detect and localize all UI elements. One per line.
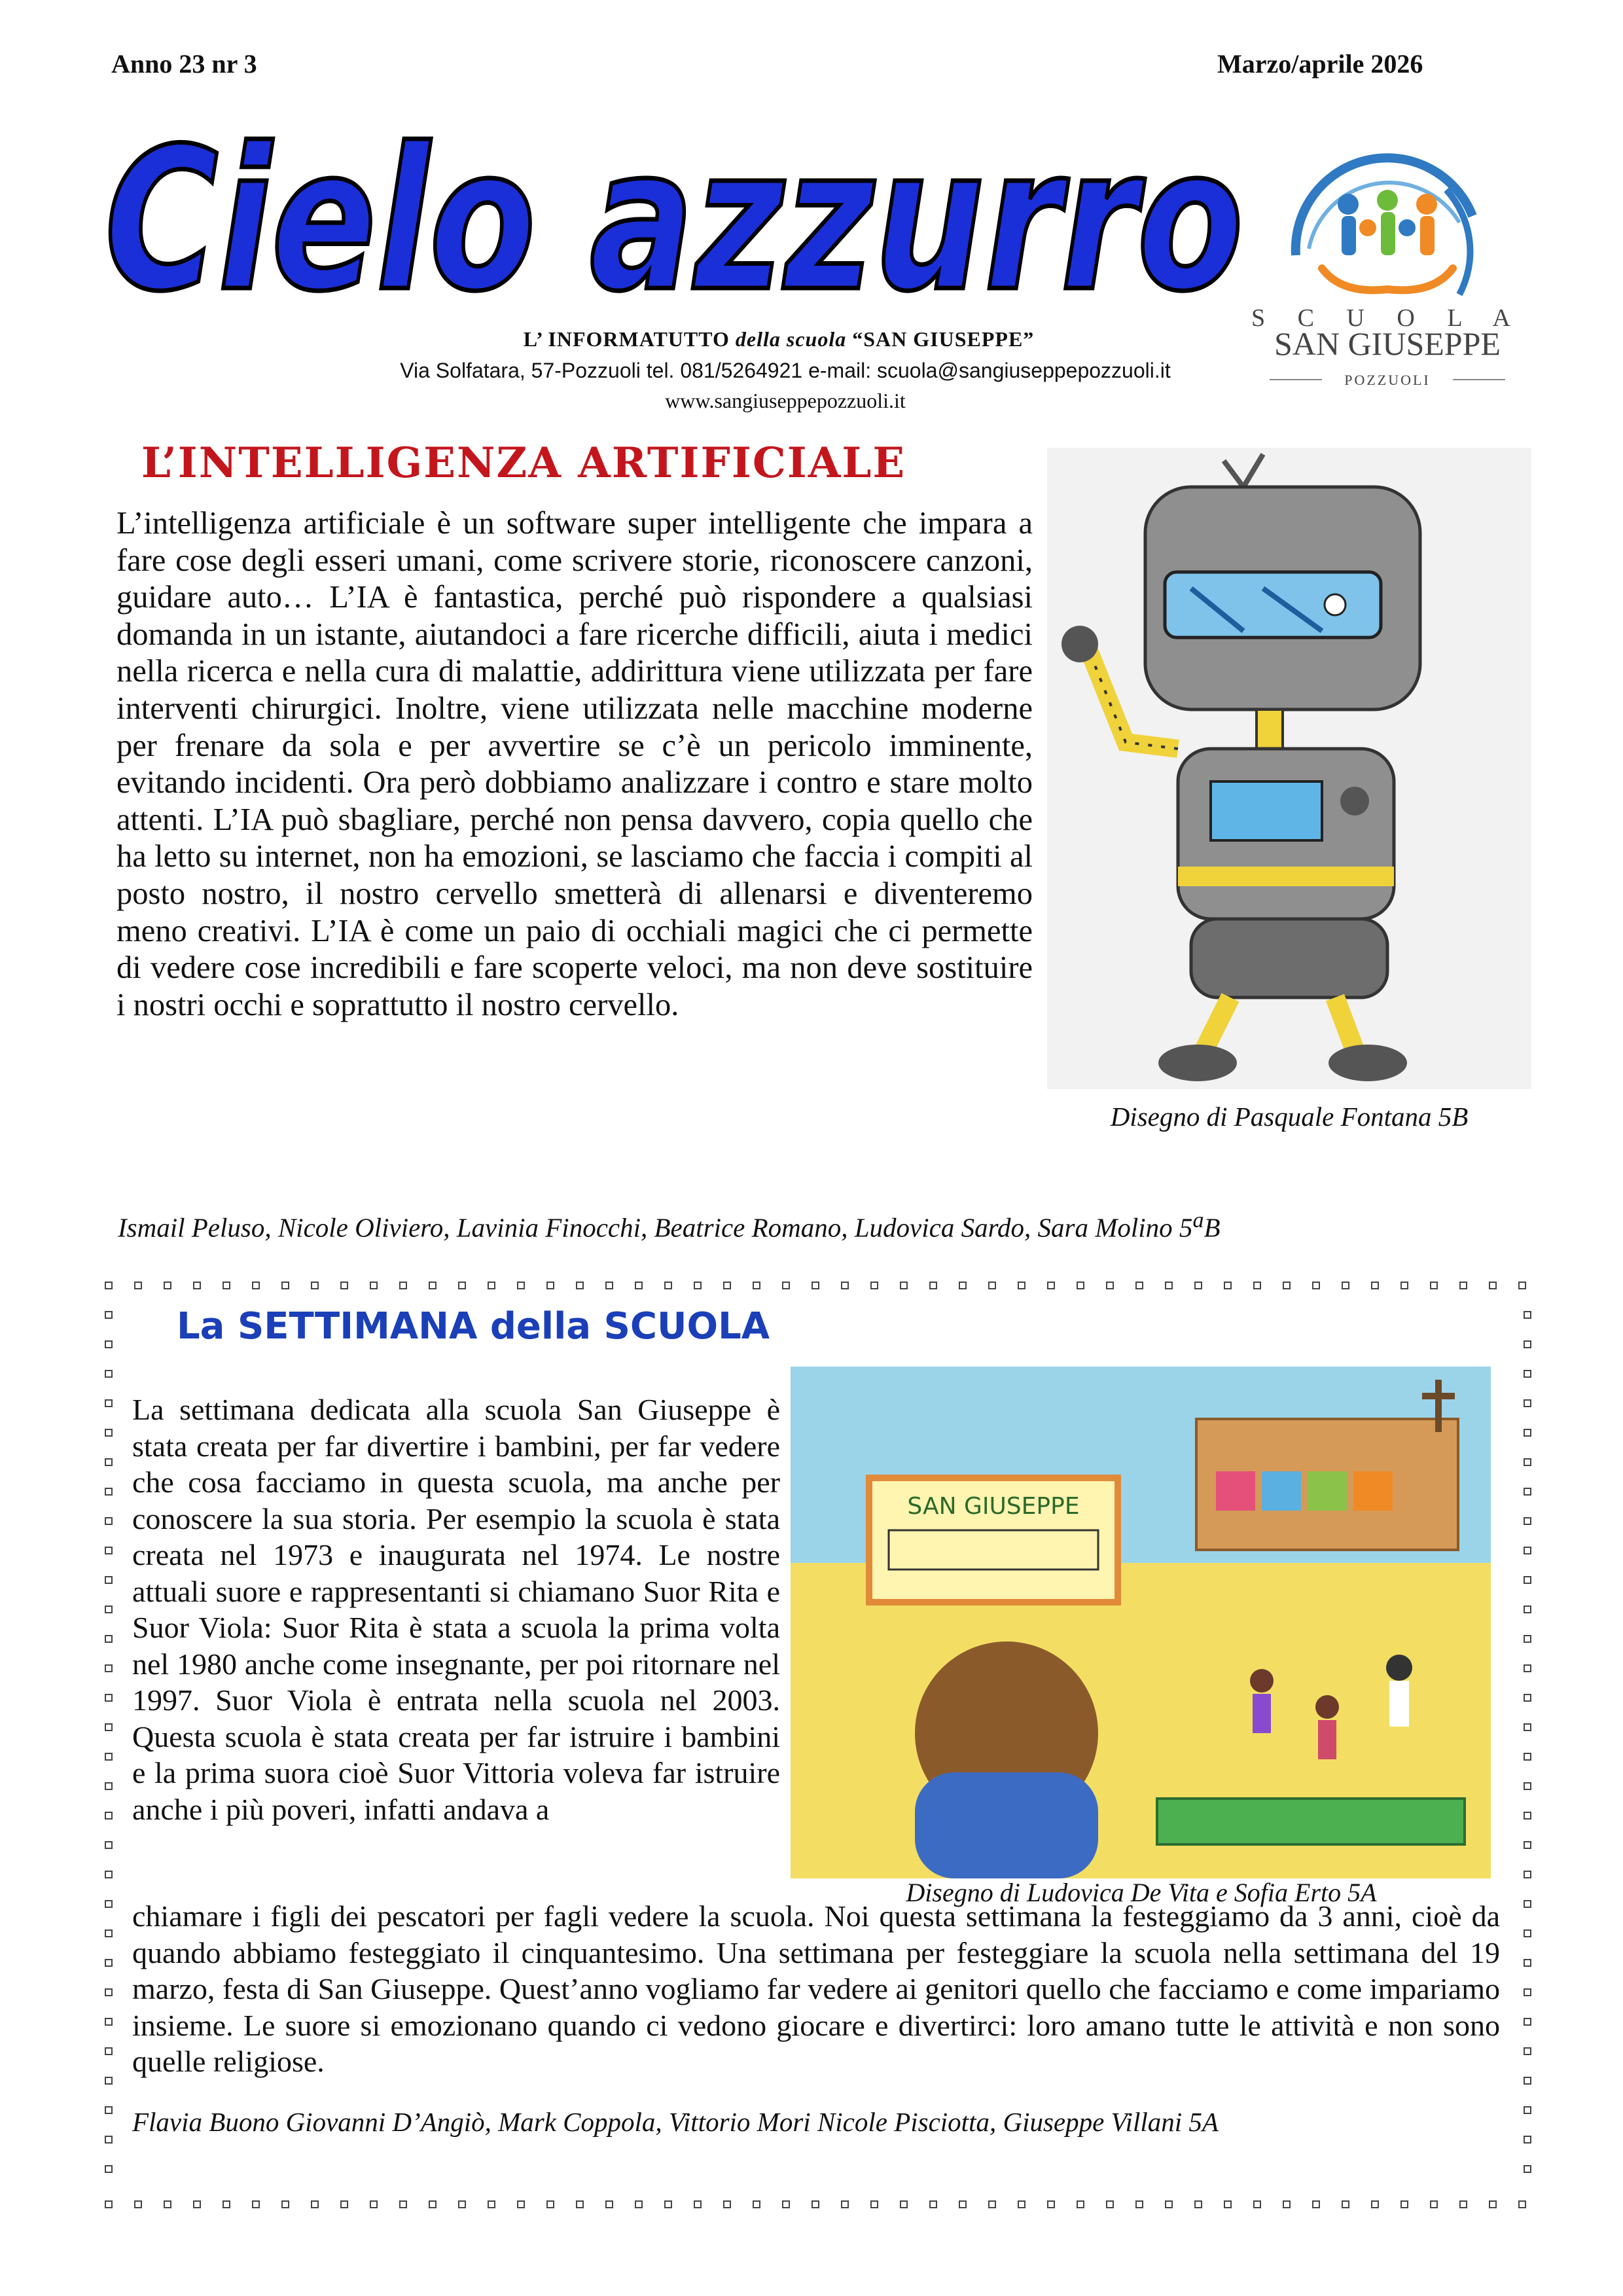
frame-dot: [105, 1547, 113, 1554]
article1-authors: [118, 1208, 1531, 1244]
frame-dot: [105, 1576, 113, 1584]
frame-dot: [1018, 1282, 1026, 1289]
issue-number: Anno 23 nr 3: [111, 49, 257, 79]
frame-dot: [988, 2200, 996, 2208]
drawing-sign: SAN GIUSEPPE: [907, 1493, 1080, 1520]
frame-dot: [546, 1282, 554, 1289]
frame-dot: [105, 1635, 113, 1643]
frame-dot: [1524, 2047, 1531, 2055]
logo-line1: S C U O L A: [1251, 304, 1524, 332]
frame-dot: [1524, 2106, 1531, 2114]
frame-dot: [1524, 1723, 1531, 1731]
frame-dot: [782, 1282, 790, 1289]
frame-dot: [1524, 1488, 1531, 1496]
frame-dot: [1135, 2200, 1143, 2208]
frame-dot: [105, 2165, 113, 2173]
frame-dot: [1047, 1282, 1055, 1289]
article2-image-caption: Disegno di Ludovica De Vita e Sofia Erto 5A: [906, 1878, 1377, 1907]
frame-dot: [1224, 2200, 1232, 2208]
frame-dot: [929, 1282, 937, 1289]
frame-dot: [1253, 2200, 1261, 2208]
frame-dot: [281, 2200, 289, 2208]
frame-dot: [1253, 1282, 1261, 1289]
frame-dot: [1524, 1429, 1531, 1437]
frame-dot: [1430, 1282, 1438, 1289]
article1-authors-end: B: [1204, 1212, 1221, 1243]
frame-dot: [1524, 1812, 1531, 1820]
frame-dot: [429, 2200, 437, 2208]
frame-dot: [576, 1282, 584, 1289]
frame-dot: [753, 1282, 760, 1289]
frame-dot: [105, 1370, 113, 1378]
frame-dot: [488, 1282, 495, 1289]
frame-dot: [1524, 1605, 1531, 1613]
frame-dot: [1524, 1782, 1531, 1790]
school-logo-icon: [1250, 144, 1525, 406]
frame-dot: [105, 1488, 113, 1496]
frame-dot: [105, 1340, 113, 1348]
frame-dot: [664, 2200, 672, 2208]
frame-dot: [546, 2200, 554, 2208]
frame-dot: [1342, 2200, 1349, 2208]
frame-dot: [1524, 1900, 1531, 1908]
frame-dot: [1194, 1282, 1202, 1289]
frame-dot: [959, 2200, 967, 2208]
frame-dot: [1524, 1753, 1531, 1761]
frame-dot: [311, 1282, 319, 1289]
frame-dot: [1524, 1370, 1531, 1378]
frame-dot: [1524, 1929, 1531, 1937]
frame-dot: [1524, 1576, 1531, 1584]
article2-body-column: La settimana dedicata alla scuola San Giuseppe è stata creata per far divertire i bambini, per far vedere che cosa facciamo in questa scuola, ma anche per conoscere la sua storia. Per esempio la scuola è stata creata nel 1973 e inaugurata nel 1974. Le nostre attuali suore e rappresentanti si chiamano Suor Rita e Suor Viola: Suor Rita è stata a scuola la prima volta nel 1980 anche come insegnante, per poi ritornare nel 1997. Suor Viola è entrata nella scuola nel 2003. Questa scuola è stata creata per far istruire i bambini e la prima suora cioè Suor Vittoria voleva far istruire anche i più poveri, infatti andava a: [132, 1393, 780, 1826]
frame-dot: [929, 2200, 937, 2208]
frame-dot: [105, 1841, 113, 1849]
frame-dot: [370, 1282, 378, 1289]
frame-dot: [105, 1929, 113, 1937]
masthead-title: [98, 111, 1250, 327]
frame-dot: [488, 2200, 495, 2208]
frame-dot: [1524, 1871, 1531, 1878]
frame-dot: [870, 1282, 878, 1289]
frame-dot: [429, 1282, 437, 1289]
frame-dot: [223, 2200, 230, 2208]
frame-dot: [1524, 2165, 1531, 2173]
frame-dot: [1283, 2200, 1291, 2208]
frame-dot: [134, 1282, 142, 1289]
frame-dot: [1077, 1282, 1084, 1289]
frame-dot: [105, 1900, 113, 1908]
frame-dot: [782, 2200, 790, 2208]
frame-dot: [105, 2047, 113, 2055]
frame-dot: [1459, 1282, 1467, 1289]
frame-dot: [105, 1871, 113, 1878]
frame-dot: [1077, 2200, 1084, 2208]
frame-dot: [105, 2200, 113, 2208]
frame-dot: [723, 2200, 731, 2208]
robot-drawing: [1047, 448, 1531, 1089]
frame-dot: [1524, 1635, 1531, 1643]
article2-body-full: chiamare i figli dei pescatori per fagli vedere la scuola. Noi questa settimana la festeggiamo da 3 anni, cioè da quando abbiamo festeggiato il cinquantesimo. Una settimana per festeggiare la scuola nella settimana del 19 marzo, festa di San Giuseppe. Quest’anno vogliamo far vedere ai genitori quello che facciamo e come impariamo insieme. Le suore si emozionano quando ci vedono giocare e divertirci: loro amano tutte le attività e non sono quelle religiose.: [132, 1899, 1500, 2078]
article1-title: L’INTELLIGENZA ARTIFICIALE: [141, 439, 906, 488]
frame-dot: [1371, 2200, 1379, 2208]
frame-dot: [311, 2200, 319, 2208]
masthead-title-text: Cielo azzurro: [105, 111, 1243, 327]
frame-dot: [664, 1282, 672, 1289]
frame-dot: [1524, 1311, 1531, 1319]
frame-dot: [458, 2200, 466, 2208]
frame-dot: [517, 1282, 525, 1289]
frame-dot: [193, 2200, 201, 2208]
frame-dot: [1430, 2200, 1438, 2208]
frame-dot: [164, 2200, 171, 2208]
frame-dot: [105, 1812, 113, 1820]
frame-dot: [841, 2200, 849, 2208]
tagline-part3: “SAN GIUSEPPE”: [846, 327, 1035, 351]
frame-dot: [105, 2077, 113, 2085]
frame-dot: [1283, 1282, 1291, 1289]
frame-dot: [1224, 1282, 1232, 1289]
frame-dot: [1524, 1458, 1531, 1466]
frame-dot: [399, 2200, 407, 2208]
frame-dot: [1524, 1399, 1531, 1407]
frame-dot: [1135, 1282, 1143, 1289]
frame-dot: [1524, 2136, 1531, 2144]
frame-dot: [370, 2200, 378, 2208]
frame-dot: [105, 1959, 113, 1967]
article1-image-caption: Disegno di Pasquale Fontana 5B: [1110, 1102, 1469, 1132]
school-address: Via Solfatara, 57-Pozzuoli tel. 081/5264921 e-mail: scuola@sangiuseppepozzuoli.it: [400, 359, 1171, 382]
frame-dot: [399, 1282, 407, 1289]
frame-dot: [841, 1282, 849, 1289]
frame-dot: [900, 1282, 908, 1289]
logo-line2: SAN GIUSEPPE: [1274, 325, 1501, 362]
frame-dot: [281, 1282, 289, 1289]
article1-body: L’intelligenza artificiale è un software super intelligente che impara a fare cose degli esseri umani, come scrivere storie, riconoscere canzoni, guidare auto… L’IA è fantastica, perché può rispondere a qualsiasi domanda in un istante, aiutandoci a fare ricerche difficili, aiuta i medici nella ricerca e nella cura di malattie, addirittura viene utilizzata per fare interventi chirurgici. Inoltre, viene utilizzata nelle macchine moderne per frenare da sola e per avvertire se c’è un pericolo imminente, evitando incidenti. Ora però dobbiamo analizzare i contro e stare molto attenti. L’IA può sbagliare, perché non pensa davvero, copia quello che ha letto su internet, non ha emozioni, se lasciamo che faccia i compiti al posto nostro, il nostro cervello smetterà di allenarsi e diventeremo meno creativi. L’IA è come un paio di occhiali magici che ci permette di vedere cose incredibili e fare scoperte veloci, ma non deve sostituire i nostri occhi e soprattutto il nostro cervello.: [116, 506, 1033, 1022]
frame-dot: [1524, 2077, 1531, 2085]
frame-dot: [635, 2200, 643, 2208]
frame-dot: [1371, 1282, 1379, 1289]
frame-dot: [605, 1282, 613, 1289]
frame-dot: [1106, 1282, 1114, 1289]
frame-dot: [105, 1605, 113, 1613]
school-drawing: [791, 1367, 1491, 1878]
frame-dot: [105, 1753, 113, 1761]
frame-dot: [105, 1399, 113, 1407]
frame-dot: [1524, 1517, 1531, 1525]
frame-dot: [1018, 2200, 1026, 2208]
frame-dot: [1524, 1841, 1531, 1849]
frame-dot: [1489, 2200, 1497, 2208]
frame-dot: [1524, 1664, 1531, 1672]
frame-dot: [1342, 1282, 1349, 1289]
frame-dot: [900, 2200, 908, 2208]
issue-date: Marzo/aprile 2026: [1217, 49, 1423, 79]
frame-dot: [1106, 2200, 1114, 2208]
article1-authors-sup: a: [1192, 1208, 1204, 1232]
frame-dot: [1165, 2200, 1173, 2208]
frame-dot: [252, 2200, 260, 2208]
frame-dot: [458, 1282, 466, 1289]
frame-dot: [1312, 2200, 1320, 2208]
frame-dot: [694, 1282, 702, 1289]
frame-dot: [576, 2200, 584, 2208]
frame-dot: [723, 1282, 731, 1289]
frame-dot: [1400, 1282, 1408, 1289]
frame-dot: [1524, 1547, 1531, 1554]
frame-dot: [812, 2200, 819, 2208]
frame-dot: [105, 1782, 113, 1790]
logo-line3: POZZUOLI: [1344, 372, 1431, 388]
frame-dot: [105, 1517, 113, 1525]
frame-dot: [105, 2106, 113, 2114]
frame-dot: [812, 1282, 819, 1289]
frame-dot: [164, 1282, 171, 1289]
tagline-part2: della scuola: [735, 327, 847, 351]
frame-dot: [134, 2200, 142, 2208]
frame-dot: [517, 2200, 525, 2208]
article2-title: La SETTIMANA della SCUOLA: [177, 1305, 770, 1348]
frame-dot: [1524, 1694, 1531, 1702]
school-website: www.sangiuseppepozzuoli.it: [665, 389, 906, 412]
frame-dot: [988, 1282, 996, 1289]
frame-dot: [1165, 1282, 1173, 1289]
frame-dot: [252, 1282, 260, 1289]
frame-dot: [870, 2200, 878, 2208]
frame-dot: [105, 1282, 113, 1289]
frame-dot: [105, 1311, 113, 1319]
frame-dot: [193, 1282, 201, 1289]
article1-authors-text: Ismail Peluso, Nicole Oliviero, Lavinia Finocchi, Beatrice Romano, Ludovica Sardo, Sara Molino 5: [118, 1212, 1193, 1243]
frame-dot: [1518, 2200, 1526, 2208]
frame-dot: [105, 1988, 113, 1996]
frame-dot: [753, 2200, 760, 2208]
frame-dot: [105, 1723, 113, 1731]
frame-dot: [1489, 1282, 1497, 1289]
frame-dot: [1400, 2200, 1408, 2208]
frame-dot: [694, 2200, 702, 2208]
frame-dot: [105, 1429, 113, 1437]
frame-dot: [1194, 2200, 1202, 2208]
frame-dot: [635, 1282, 643, 1289]
frame-dot: [223, 1282, 230, 1289]
frame-dot: [1312, 1282, 1320, 1289]
frame-dot: [1524, 2018, 1531, 2026]
frame-dot: [1459, 2200, 1467, 2208]
frame-dot: [340, 2200, 348, 2208]
frame-dot: [105, 1664, 113, 1672]
frame-dot: [105, 2018, 113, 2026]
tagline: [406, 327, 1152, 351]
frame-dot: [105, 1694, 113, 1702]
frame-dot: [1524, 1988, 1531, 1996]
frame-dot: [1047, 2200, 1055, 2208]
frame-dot: [1518, 1282, 1526, 1289]
frame-dot: [1524, 1340, 1531, 1348]
frame-dot: [605, 2200, 613, 2208]
frame-dot: [340, 1282, 348, 1289]
article2-authors: Flavia Buono Giovanni D’Angiò, Mark Coppola, Vittorio Mori Nicole Pisciotta, Giuseppe Villani 5A: [132, 2107, 1219, 2137]
frame-dot: [1524, 1959, 1531, 1967]
frame-dot: [105, 1458, 113, 1466]
frame-dot: [105, 2136, 113, 2144]
frame-dot: [959, 1282, 967, 1289]
tagline-part1: L’ INFORMATUTTO: [523, 327, 736, 351]
